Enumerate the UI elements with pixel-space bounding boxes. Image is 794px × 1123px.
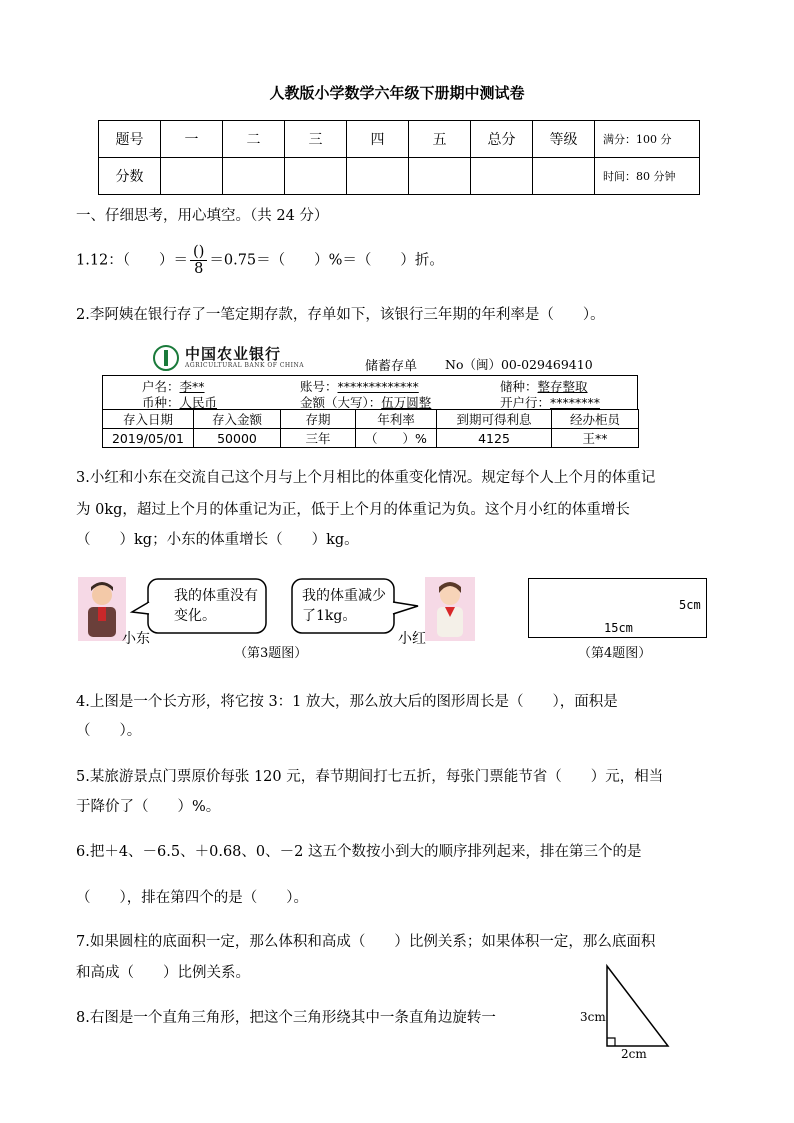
- table-row: [103, 429, 639, 448]
- fraction-numerator: (): [190, 244, 207, 261]
- table-header-cell: 经办柜员: [552, 410, 639, 429]
- currency: 币种：人民币: [142, 395, 218, 410]
- question-7-line-1: 7.如果圆柱的底面积一定，那么体积和高成（ ）比例关系；如果体积一定，那么底面积: [76, 934, 656, 950]
- fraction: [190, 244, 207, 277]
- q1-after: ＝0.75＝（ ）%＝（ ）折。: [209, 252, 444, 269]
- table-cell: 分数: [99, 158, 161, 195]
- slip-type: 储蓄存单: [365, 359, 418, 374]
- table-cell: 三: [285, 121, 347, 158]
- xiaodong-speech-text: 我的体重没有变化。: [174, 588, 258, 624]
- section-heading: 一、仔细思考，用心填空。（共 24 分）: [76, 208, 329, 224]
- bank-slip-table: [102, 409, 639, 448]
- table-cell: 王**: [552, 429, 639, 448]
- score-blank-cell[interactable]: [161, 158, 223, 195]
- bank-logo-icon: [153, 345, 179, 371]
- question-5-line-1: 5.某旅游景点门票原价每张 120 元，春节期间打七五折，每张门票能节省（ ）元，相当: [76, 769, 664, 785]
- xiaohong-speech-text: 我的体重减少了1kg。: [302, 588, 386, 624]
- score-blank-cell[interactable]: [409, 158, 471, 195]
- amount-upper: 金额（大写）：伍万圆整: [300, 395, 432, 410]
- triangle-height-label: 3cm: [580, 1010, 606, 1024]
- score-blank-cell[interactable]: [533, 158, 595, 195]
- question-3-line-3: （ ）kg；小东的体重增长（ ）kg。: [76, 532, 359, 548]
- xiaodong-picture: [78, 577, 126, 641]
- xiaohong-picture: [425, 577, 475, 641]
- table-header-cell: 存入金额: [194, 410, 281, 429]
- score-blank-cell[interactable]: [223, 158, 285, 195]
- page-title: 人教版小学数学六年级下册期中测试卷: [269, 84, 525, 102]
- score-table: [98, 120, 700, 195]
- table-cell: 4125: [437, 429, 552, 448]
- triangle-base-label: 2cm: [621, 1047, 647, 1061]
- score-table-header-row: [99, 121, 700, 158]
- question-1: [76, 244, 444, 277]
- table-header-cell: 到期可得利息: [437, 410, 552, 429]
- account-number: 账号：*************: [300, 379, 419, 394]
- figure-4-caption: （第4题图）: [578, 646, 652, 661]
- question-3-line-2: 为 0kg，超过上个月的体重记为正，低于上个月的体重记为负。这个月小红的体重增长: [76, 502, 630, 518]
- score-blank-cell[interactable]: [285, 158, 347, 195]
- xiaodong-name: 小东: [122, 631, 150, 647]
- score-table-score-row: [99, 158, 700, 195]
- bank-name-en: AGRICULTURAL BANK OF CHINA: [185, 362, 305, 369]
- table-header-cell: 存入日期: [103, 410, 194, 429]
- table-cell: （ ）%: [356, 429, 437, 448]
- deposit-type: 储种：整存整取: [500, 379, 588, 394]
- table-cell: 题号: [99, 121, 161, 158]
- account-name: 户名：李**: [142, 379, 205, 394]
- question-8: 8.右图是一个直角三角形，把这个三角形绕其中一条直角边旋转一: [76, 1010, 496, 1026]
- time-cell: 时间：80 分钟: [595, 158, 700, 195]
- table-row: [103, 410, 639, 429]
- table-cell: 二: [223, 121, 285, 158]
- score-blank-cell[interactable]: [471, 158, 533, 195]
- figure-3-caption: （第3题图）: [234, 646, 308, 661]
- fraction-denominator: 8: [194, 261, 204, 277]
- table-cell: 一: [161, 121, 223, 158]
- branch: 开户行：********: [500, 395, 601, 410]
- bank-slip-header: [153, 343, 613, 373]
- xiaohong-name: 小红: [398, 631, 426, 647]
- table-cell: 等级: [533, 121, 595, 158]
- bank-name: 中国农业银行: [185, 345, 282, 363]
- question-4-line-1: 4.上图是一个长方形，将它按 3：1 放大，那么放大后的图形周长是（ ），面积是: [76, 694, 618, 710]
- table-header-cell: 存期: [281, 410, 356, 429]
- question-6-line-2: （ ），排在第四个的是（ ）。: [76, 890, 308, 906]
- table-cell: 总分: [471, 121, 533, 158]
- table-cell: 三年: [281, 429, 356, 448]
- full-score-cell: 满分：100 分: [595, 121, 700, 158]
- question-6-line-1: 6.把＋4、－6.5、＋0.68、0、－2 这五个数按小到大的顺序排列起来，排在第三个的是: [76, 844, 642, 860]
- rectangle-width-label: 15cm: [604, 621, 633, 635]
- table-cell: 四: [347, 121, 409, 158]
- question-3-line-1: 3.小红和小东在交流自己这个月与上个月相比的体重变化情况。规定每个人上个月的体重记: [76, 470, 656, 486]
- table-cell: 五: [409, 121, 471, 158]
- table-cell: 2019/05/01: [103, 429, 194, 448]
- right-triangle-figure: [600, 962, 674, 1050]
- q1-before: 1.12：（ ）＝: [76, 252, 189, 269]
- question-4-line-2: （ ）。: [76, 723, 142, 739]
- question-2: 2.李阿姨在银行存了一笔定期存款，存单如下，该银行三年期的年利率是（ ）。: [76, 307, 605, 323]
- question-7-line-2: 和高成（ ）比例关系。: [76, 965, 250, 981]
- question-5-line-2: 于降价了（ ）%。: [76, 799, 221, 815]
- rectangle-height-label: 5cm: [679, 598, 701, 612]
- table-cell: 50000: [194, 429, 281, 448]
- table-header-cell: 年利率: [356, 410, 437, 429]
- slip-number: No（闽）00-029469410: [445, 357, 593, 372]
- score-blank-cell[interactable]: [347, 158, 409, 195]
